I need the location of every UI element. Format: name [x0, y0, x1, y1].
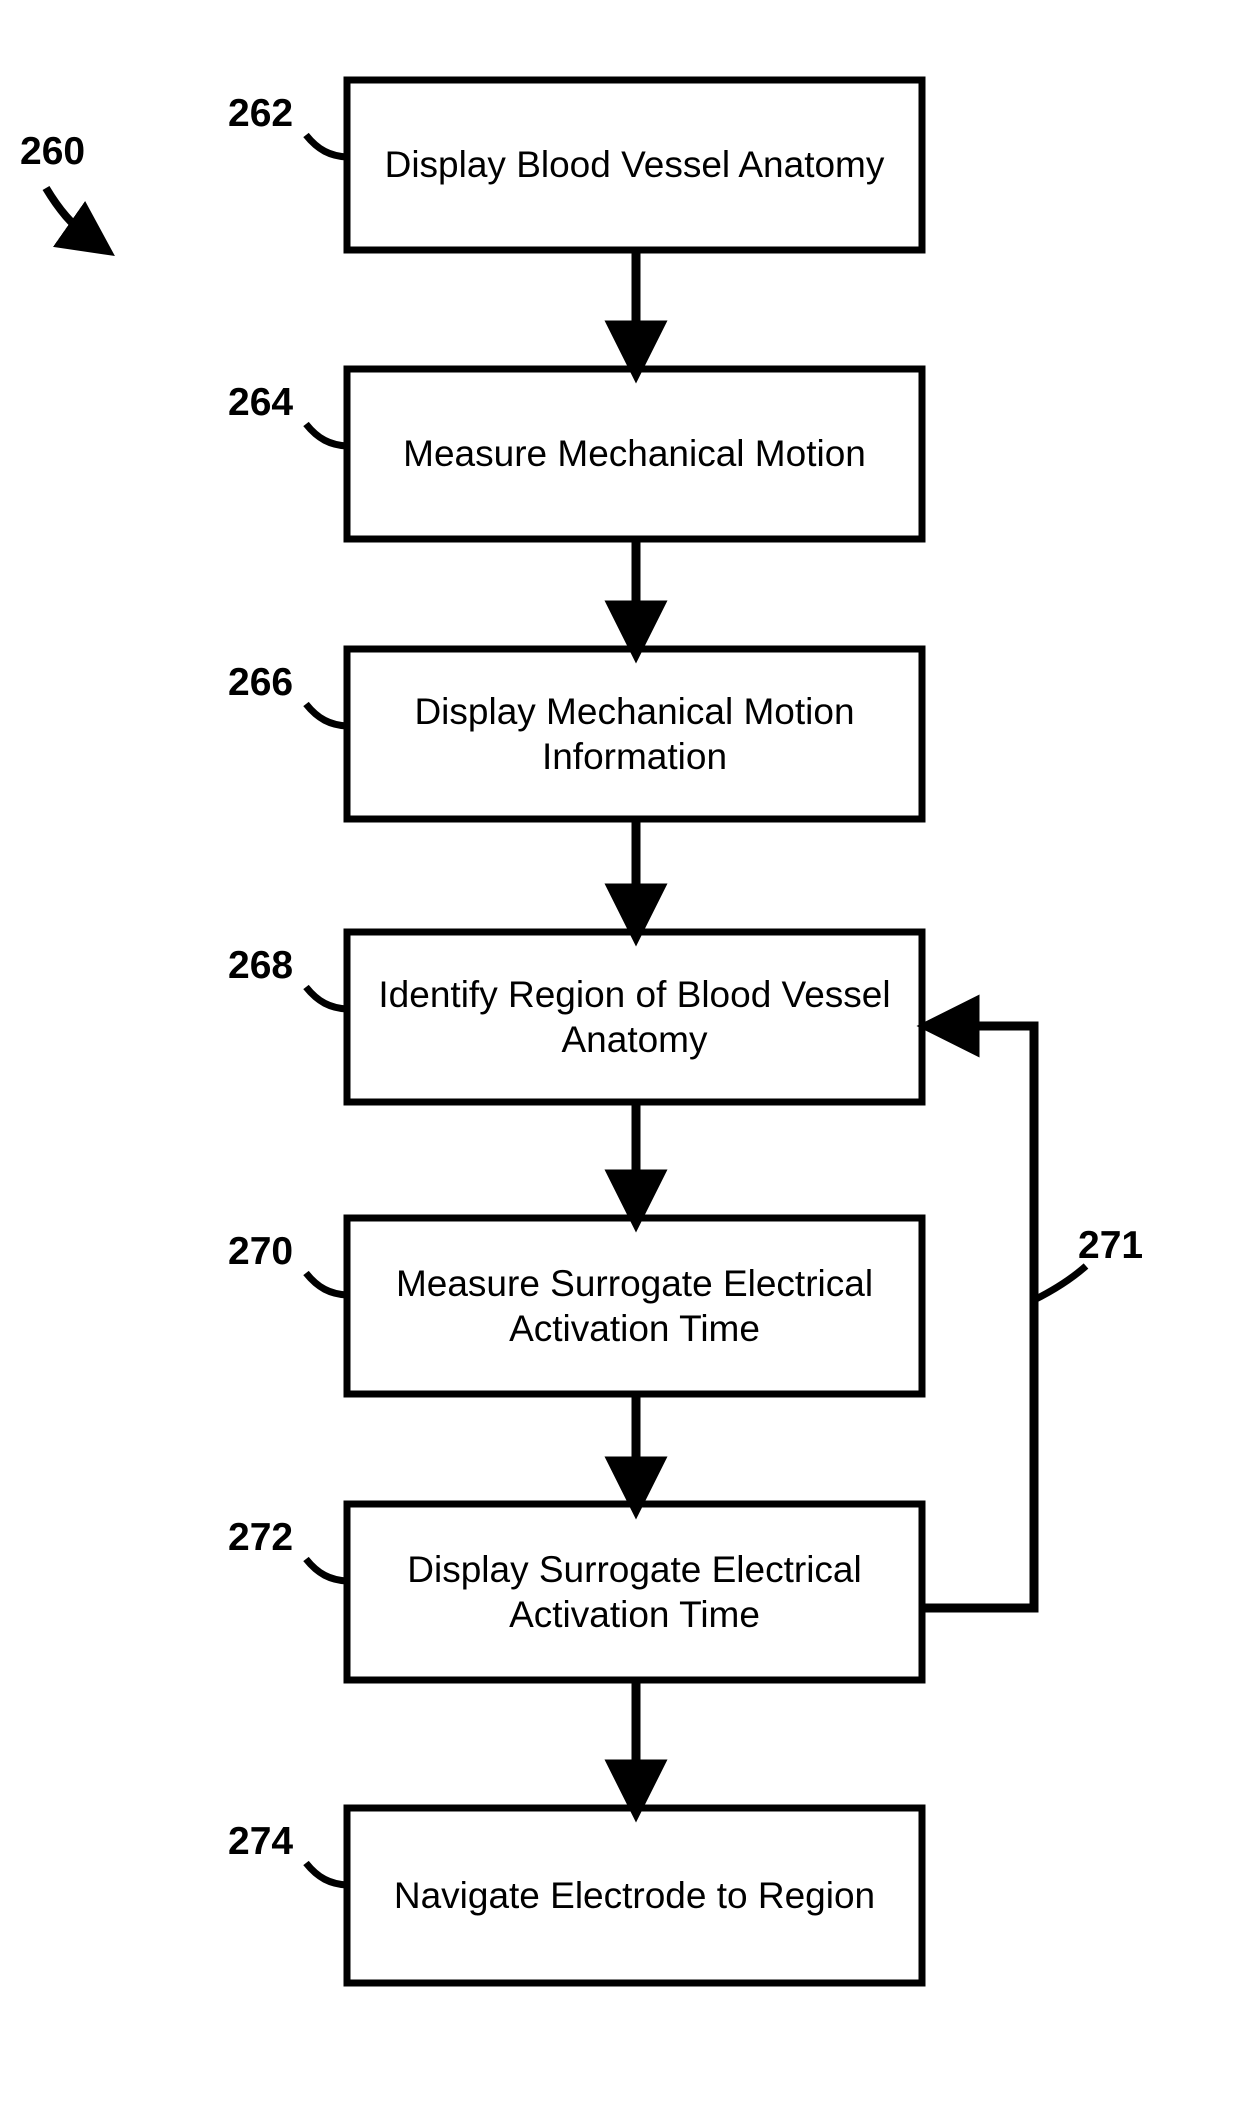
- leader-262: [306, 135, 347, 157]
- leader-264: [306, 424, 347, 446]
- reference-numeral-260: 260: [20, 130, 86, 173]
- process-label-266: Display Mechanical Motion Information: [414, 690, 855, 777]
- reference-numeral-274: 274: [228, 1820, 294, 1863]
- leader-274: [306, 1863, 347, 1885]
- reference-numeral-268: 268: [228, 944, 294, 987]
- leader-271: [1034, 1266, 1086, 1300]
- reference-numeral-266: 266: [228, 661, 294, 704]
- process-label-264: Measure Mechanical Motion: [403, 433, 866, 475]
- reference-numeral-262: 262: [228, 92, 294, 135]
- reference-numeral-264: 264: [228, 381, 294, 424]
- figure-pointer-260: [46, 188, 92, 240]
- process-label-274: Navigate Electrode to Region: [393, 1874, 876, 1916]
- reference-numeral-271: 271: [1078, 1224, 1144, 1267]
- process-label-272: Display Surrogate Electrical Activation Time: [407, 1548, 862, 1635]
- process-label-270: Measure Surrogate Electrical Activation Time: [395, 1262, 874, 1349]
- leader-268: [306, 987, 347, 1009]
- process-label-268: Identify Region of Blood Vessel Anatomy: [378, 973, 891, 1060]
- leader-272: [306, 1559, 347, 1581]
- reference-numeral-270: 270: [228, 1230, 294, 1273]
- process-label-262: Display Blood Vessel Anatomy: [384, 144, 885, 186]
- leader-270: [306, 1273, 347, 1295]
- reference-numeral-272: 272: [228, 1516, 294, 1559]
- leader-266: [306, 704, 347, 726]
- edge-272-268-feedback: [922, 1026, 1034, 1608]
